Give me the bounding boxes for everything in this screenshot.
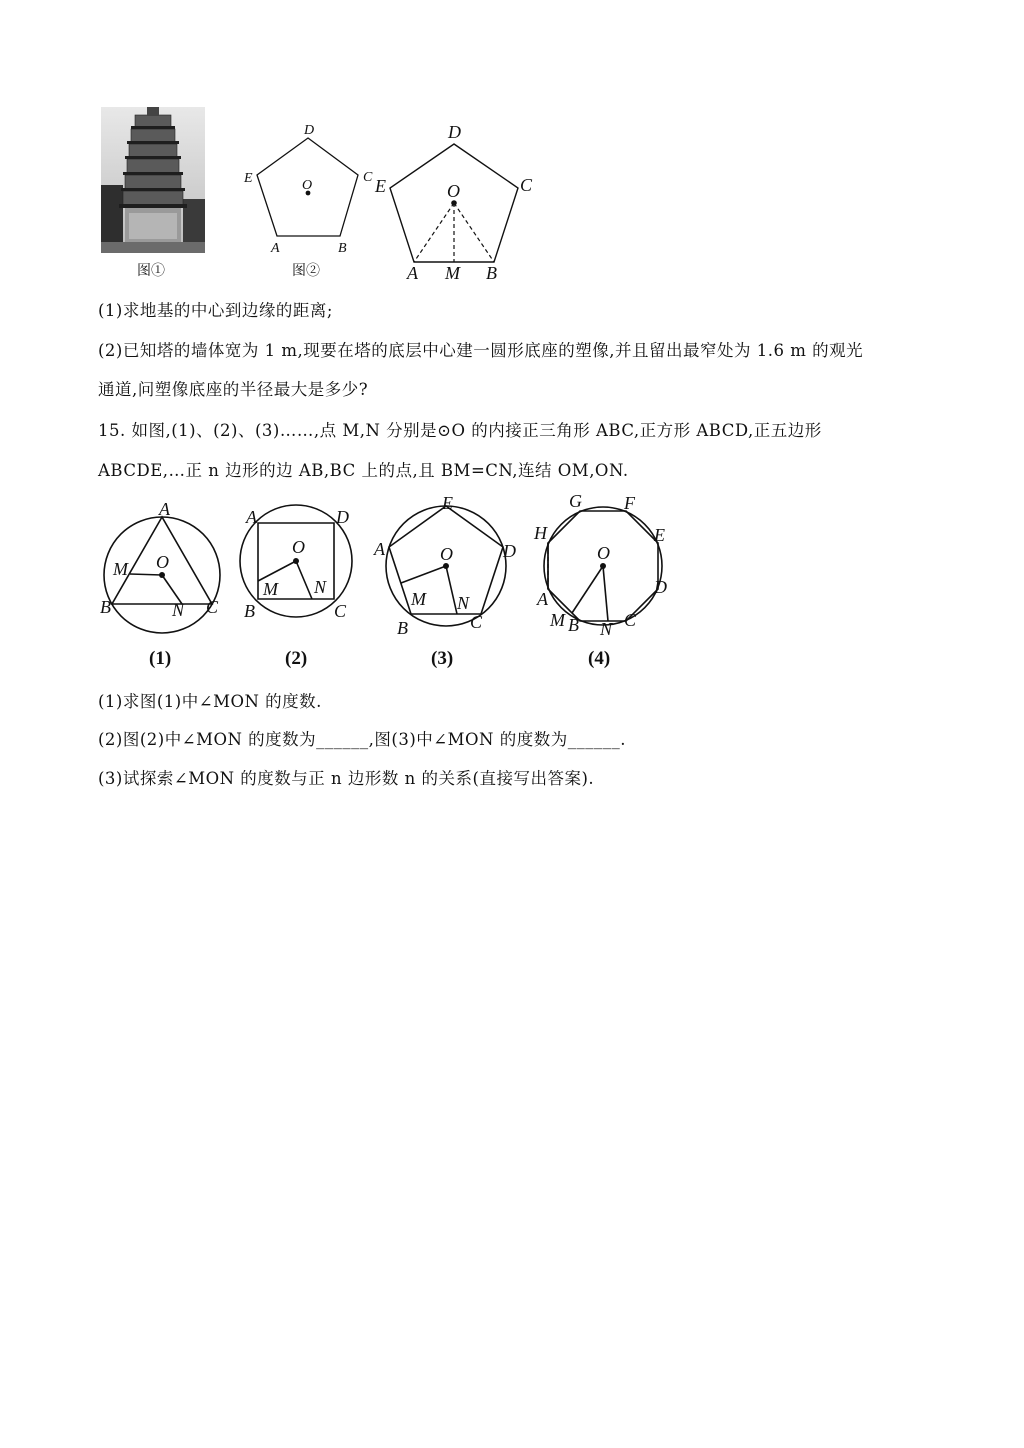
label-m: M [113, 559, 128, 579]
center-point [600, 563, 606, 569]
q14-part2-line2: 通道,问塑像底座的半径最大是多少? [98, 380, 369, 399]
figure-caption-2: 图② [292, 264, 320, 279]
center-point [451, 200, 457, 206]
label-f: F [624, 495, 635, 513]
label-o: O [597, 543, 610, 563]
inscribed-polygon-figures [95, 495, 695, 675]
label-c: C [520, 175, 533, 195]
label-c: C [470, 612, 483, 632]
label-n: N [600, 619, 613, 639]
label-o: O [447, 181, 460, 201]
label-n: N [457, 593, 470, 613]
label-d: D [448, 122, 461, 142]
pagoda-photo [101, 107, 205, 253]
label-g: G [569, 495, 582, 511]
label-o: O [156, 552, 169, 572]
circle-figure-3 [373, 495, 516, 638]
circle-figure-2 [240, 505, 352, 621]
q15-line1: 15. 如图,(1)、(2)、(3)……,点 M,N 分别是⊙O 的内接正三角形 ABC,正方形 ABCD,正五边形 [98, 421, 822, 440]
label-n: N [172, 600, 185, 620]
label-m: M [411, 589, 426, 609]
label-h: H [534, 523, 547, 543]
label-a: A [159, 499, 170, 519]
label-b: B [100, 597, 111, 617]
figure-number-4: (4) [588, 648, 611, 669]
circle-figure-1 [100, 499, 220, 633]
q15-line2: ABCDE,…正 n 边形的边 AB,BC 上的点,且 BM=CN,连结 OM,ON. [98, 461, 629, 480]
label-b: B [397, 618, 408, 638]
q14-part2-line1: (2)已知塔的墙体宽为 1 m,现要在塔的底层中心建一圆形底座的塑像,并且留出最窄处为 1.6 m 的观光 [98, 341, 864, 360]
dashed-ob [454, 203, 494, 262]
segment-on [296, 561, 312, 599]
segment-om [258, 561, 296, 581]
label-m: M [550, 610, 565, 630]
label-a: A [407, 263, 418, 283]
label-d: D [654, 577, 667, 597]
label-e: E [442, 495, 453, 513]
label-c: C [334, 601, 347, 621]
q14-part1: (1)求地基的中心到边缘的距离; [98, 301, 333, 320]
q15-part2: (2)图(2)中∠MON 的度数为______,图(3)中∠MON 的度数为______. [98, 730, 626, 749]
label-b: B [338, 241, 347, 256]
label-n: N [314, 577, 327, 597]
label-d: D [503, 541, 516, 561]
label-b: B [244, 601, 255, 621]
label-d: D [336, 507, 349, 527]
label-b: B [486, 263, 497, 283]
segment-on [446, 566, 457, 614]
label-o: O [302, 178, 313, 193]
segment-om [401, 566, 446, 583]
q15-part1: (1)求图(1)中∠MON 的度数. [98, 692, 322, 711]
figure-number-1: (1) [149, 648, 172, 669]
label-m: M [445, 263, 460, 283]
segment-om [572, 566, 603, 613]
label-b: B [568, 615, 579, 635]
label-a: A [374, 539, 385, 559]
pentagon-figure-2 [235, 118, 385, 258]
label-a: A [271, 241, 280, 256]
figure-number-3: (3) [431, 648, 454, 669]
figure-caption-1: 图① [137, 264, 165, 279]
label-o: O [440, 544, 453, 564]
pentagon-figure-3 [370, 120, 540, 285]
segment-om [130, 574, 162, 575]
pagoda-photo-drawing [101, 107, 205, 253]
label-e: E [244, 171, 253, 186]
figure-number-2: (2) [285, 648, 308, 669]
segment-on [603, 566, 608, 621]
label-m: M [263, 579, 278, 599]
label-c: C [363, 170, 373, 185]
dashed-oa [414, 203, 454, 262]
label-o: O [292, 537, 305, 557]
center-point [293, 558, 299, 564]
label-a: A [246, 507, 257, 527]
label-d: D [304, 123, 315, 138]
label-c: C [624, 610, 637, 630]
label-c: C [206, 597, 219, 617]
label-a: A [537, 589, 548, 609]
q15-part3: (3)试探索∠MON 的度数与正 n 边形数 n 的关系(直接写出答案). [98, 769, 595, 788]
circle-figure-4 [533, 495, 667, 639]
label-e: E [375, 176, 386, 196]
label-e: E [654, 525, 665, 545]
center-point [159, 572, 165, 578]
